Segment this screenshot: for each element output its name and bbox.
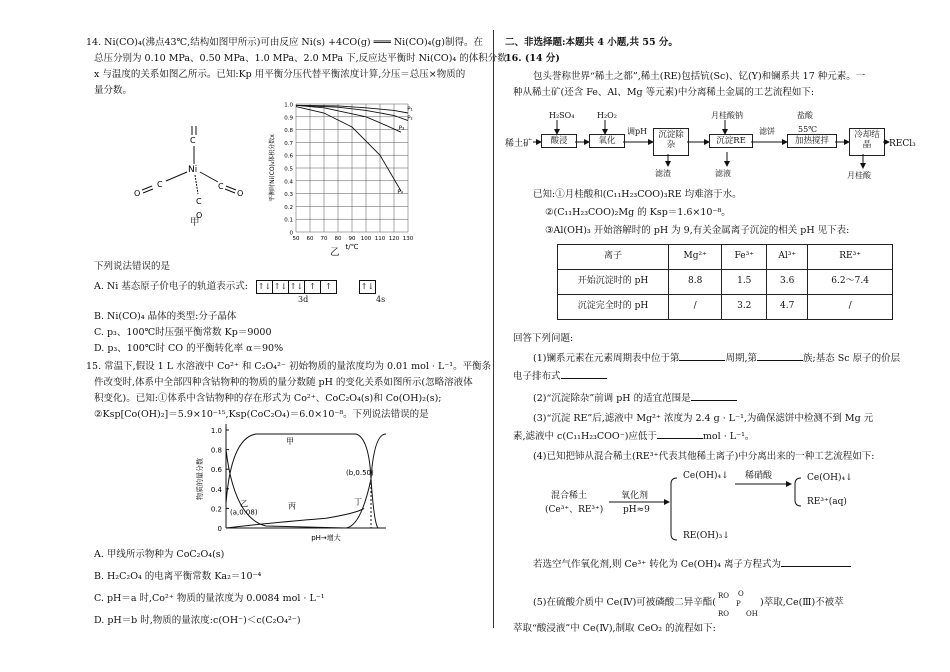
q16-known-1: 已知:①月桂酸和(C₁₁H₂₃COO)₃RE 均难溶于水。 [533,189,742,200]
orbital-diagram [256,280,376,294]
y-axis-label: 物质的量分数 [196,458,204,500]
y-tick-label: 0.2 [210,505,222,514]
x-tick-label: 130 [402,236,414,242]
q16-sub4-q-text: 若选空气作氧化剂,则 Ce³⁺ 转化为 Ce(OH)₄ 离子方程式为 [533,559,781,570]
q16-ion-ph-table [557,244,893,320]
mol-ro2: RO [717,610,729,618]
y-tick-label: 0 [289,230,293,237]
table-cell: Al³⁺ [767,245,808,270]
orbital-box: ↑↓ [273,280,289,294]
y-tick-label: 1.0 [284,102,293,109]
q16-sub3-unit: mol · L⁻¹。 [702,431,755,442]
q15-option-d: D. pH＝b 时,物质的量浓度:c(OH⁻)＜c(C₂O₄²⁻) [94,615,301,626]
q16-sub5-line2: 萃取“酸浸液”中 Ce(Ⅳ),制取 CeO₂ 的流程如下: [513,623,716,634]
q16-sub2 [533,392,737,406]
q14-option-a: A. Ni 基态原子价电子的轨道表示式: [94,281,248,292]
left-column [86,36,507,644]
q16-sub4-question [533,558,851,572]
orbital-box: ↑ [305,280,321,294]
q16-sub3-text: 素,滤液中 c(C₁₁H₂₃COO⁻)应低于 [513,431,657,442]
q14-intro-line2: 总压分别为 0.10 MPa、0.50 MPa、1.0 MPa、2.0 MPa 下,反应达平衡时 Ni(CO)₄ 的体积分数 [94,53,507,64]
q16-sub2-text: (2)“沉淀除杂”前调 pH 的适宜范围是 [533,393,691,404]
mol-oh: OH [745,610,758,618]
right-column [505,36,925,644]
answer-blank[interactable] [561,370,607,379]
section-2-heading: 二、非选择题:本题共 4 小题,共 55 分。 [505,37,678,48]
curve-label: P₃ [398,125,405,132]
q16-heading: 16. (14 分) [505,53,560,64]
q16-answer-intro: 回答下列问题: [513,333,574,344]
q16-cerium-flow [545,470,885,550]
flow-step-acid-leach: 酸浸 [541,134,577,148]
x-tick-label: 110 [374,236,386,242]
flow-recycle: 月桂酸 [847,171,871,180]
answer-blank[interactable] [757,352,803,361]
x-axis-label: pH→增大 [311,534,341,542]
q16-process-flow [505,108,925,198]
q15-option-c: C. pH＝a 时,Co²⁺ 物质的量浓度为 0.0084 mol · L⁻¹ [94,593,325,604]
flow-reagent-h2so4: H₂SO₄ [549,111,575,120]
q16-sub5-text1: (5)在硫酸介质中 Ce(Ⅳ)可被磷酸二异辛酯( [533,597,716,608]
table-cell: 开始沉淀时的 pH [558,270,669,295]
orbital-3d-label: 3d [298,295,309,304]
q15-species-fraction-chart [156,416,396,542]
table-cell: / [808,295,893,320]
answer-blank[interactable] [679,352,725,361]
ni-atom: Ni [188,165,198,175]
flow2-p2: RE(OH)₃↓ [683,531,730,541]
orbital-box: ↑ [321,280,337,294]
q16-intro-line1: 包头誉称世界“稀土之都”,稀土(RE)包括钪(Sc)、钇(Y)和镧系共 17 种元素。一 [533,71,866,82]
q15-option-b: B. H₂C₂O₄ 的电离平衡常数 Ka₂＝10⁻⁴ [94,571,262,582]
table-cell: Mg²⁺ [669,245,722,270]
flow2-p3: Ce(OH)₄↓ [807,473,853,483]
table-cell: 6.2～7.4 [808,270,893,295]
flow-step-oxidation: 氧化 [589,134,625,148]
x-tick-label: 50 [292,236,300,242]
flow2-acid: 稀硝酸 [745,471,773,481]
flow-filtrate: 滤液 [715,169,731,178]
y-tick-label: 0.3 [284,192,293,199]
flow-step-precip-re: 沉淀RE [709,134,753,148]
svg-text:C: C [218,182,224,191]
table-row [558,270,893,295]
label-yi: 乙 [240,499,248,509]
table-row [558,295,893,320]
q16-sub1 [533,352,900,366]
x-tick-label: 90 [348,236,356,242]
table-cell: Fe³⁺ [722,245,767,270]
mol-ro1: RO [717,592,729,600]
svg-text:O: O [196,211,203,220]
q16-known-3: ③Al(OH)₃ 开始溶解时的 pH 为 9,有关金属离子沉淀的相关 pH 见下表: [545,225,850,236]
y-tick-label: 0.7 [284,140,293,147]
mol-p: P [735,600,741,608]
table-cell: 4.7 [767,295,808,320]
point-a-label: (a,0.08) [230,508,258,517]
x-tick-label: 70 [320,236,328,242]
table-cell: 沉淀完全时的 pH [558,295,669,320]
answer-blank[interactable] [781,558,851,567]
column-divider [493,30,494,628]
orbital-4s-label: 4s [376,295,386,304]
q14-fig-b-label: 乙 [330,247,340,258]
flow-temp: 55℃ [798,125,818,134]
q16-intro-line2: 种从稀土矿(还含 Fe、Al、Mg 等元素)中分离稀土金属的工艺流程如下: [513,87,815,98]
x-tick-label: 120 [388,236,400,242]
answer-blank[interactable] [691,392,737,401]
svg-text:O: O [237,189,244,198]
q16-known-2: ②(C₁₁H₂₃COO)₂Mg 的 Ksp＝1.6×10⁻⁸。 [545,207,731,218]
y-tick-label: 0.8 [284,128,293,135]
q14-intro-line3: x 与温度的关系如图乙所示。已知:Kp 用平衡分压代替平衡浓度计算,分压＝总压×物质的 [94,69,466,80]
q14-option-d: D. p₃、100℃时 CO 的平衡转化率 α＝90% [94,343,284,354]
orbital-box-4s: ↑↓ [359,280,376,294]
flow2-arrows [545,470,885,550]
table-cell: / [669,295,722,320]
flow-arrows [505,108,925,188]
q14-option-c: C. p₃、100℃时压强平衡常数 Kp＝9000 [94,327,272,338]
q16-sub3-line2 [513,430,754,444]
flow-step-cool-crystal: 冷却结晶 [849,128,885,156]
label-jia: 甲 [286,437,294,446]
flow-filter-residue: 滤渣 [655,169,671,178]
y-tick-label: 1.0 [210,427,222,435]
q14-ni-co4-structure [134,126,248,230]
q14-equilibrium-chart [266,98,416,258]
curve-label: P₄ [397,189,403,196]
q14-fig-a-label: 甲 [190,217,200,228]
flow2-ph: pH≈9 [623,505,650,515]
flow-reagent-hcl: 盐酸 [797,111,813,120]
svg-text:C: C [196,197,202,206]
label-ding: 丁 [354,497,362,507]
table-header-row [558,245,893,270]
orbital-box: ↑↓ [256,280,273,294]
x-axis-label: t/℃ [345,243,359,251]
flow2-oxidant: 氧化剂 [621,491,649,501]
q16-sub1-part4: 电子排布式 [513,371,561,382]
q15-intro-line1: 15. 常温下,假设 1 L 水溶液中 Co²⁺ 和 C₂O₄²⁻ 初始物质的量浓度均为 0.01 mol · L⁻¹。平衡条 [86,361,492,372]
table-cell: 3.2 [722,295,767,320]
mol-o: O [737,590,744,598]
svg-text:O: O [134,189,141,198]
y-tick-label: 0.8 [210,446,222,455]
q16-sub4: (4)已知把铈从混合稀土(RE³⁺代表其他稀土离子)中分离出来的一种工艺流程如下: [533,451,875,462]
flow-filtercake: 滤饼 [759,127,775,136]
q15-intro-line2: 件改变时,体系中全部四种含钴物种的物质的量分数随 pH 的变化关系如图所示(忽略溶液体 [94,377,473,388]
svg-text:C: C [190,136,196,145]
q15-intro-line3: 积变化)。已知:①体系中含钴物种的存在形式为 Co²⁺、CoC₂O₄(s)和 Co(OH)₂(s); [94,393,442,404]
flow2-p4: RE³⁺(aq) [807,497,847,507]
y-tick-label: 0.1 [284,217,293,224]
y-tick-label: 0.6 [210,466,222,475]
q15-intro-line4: ②Ksp[Co(OH)₂]＝5.9×10⁻¹⁵,Ksp(CoC₂O₄)＝6.0×10⁻⁸。下列说法错误的是 [94,409,429,420]
flow2-mix: 混合稀土 [551,491,588,501]
point-b-label: (b,0.50) [346,469,374,478]
flow-product: RECl₃ [889,139,916,149]
x-tick-label: 100 [360,236,372,242]
q14-ask: 下列说法错误的是 [94,261,171,272]
y-tick-label: 0.4 [284,179,293,186]
y-tick-label: 0.5 [284,166,293,173]
flow-step-heat-stir: 加热搅拌 [787,134,837,148]
table-cell: 8.8 [669,270,722,295]
flow-step-precip-impurity: 沉淀除杂 [653,128,689,156]
flow2-mix-ions: (Ce³⁺、RE³⁺) [545,505,604,515]
q14-option-b: B. Ni(CO)₄ 晶体的类型:分子晶体 [94,311,237,322]
y-tick-label: 0.2 [284,204,293,211]
q16-sub5-line1 [533,590,844,618]
table-cell: 离子 [558,245,669,270]
curve-ding [346,434,386,528]
x-tick-label: 60 [306,236,314,242]
q15-option-a: A. 甲线所示物种为 CoC₂O₄(s) [94,549,225,560]
q16-sub5-text2: )萃取,Ce(Ⅲ)不被萃 [759,597,844,608]
y-tick-label: 0 [217,525,222,533]
flow2-p1: Ce(OH)₄↓ [683,471,729,481]
q14-intro-line1: 14. Ni(CO)₄(沸点43℃,结构如图甲所示)可由反应 Ni(s) +4CO(g) ═══ Ni(CO)₄(g)制得。在 [86,37,483,48]
x-tick-label: 80 [334,236,342,242]
q16-sub1-part1: (1)镧系元素在元素周期表中位于第 [533,353,680,364]
flow-reagent-acid: 月桂酸钠 [711,111,743,120]
y-tick-label: 0.4 [210,485,222,494]
table-cell: 1.5 [722,270,767,295]
q16-sub1-part2: 周期,第 [725,353,757,364]
table-cell: 3.6 [767,270,808,295]
y-axis-label: 平衡时Ni(CO)₄体积分数x [269,134,276,202]
flow-start: 稀土矿 [505,139,533,149]
q16-sub1-cont [513,370,607,384]
svg-text:C: C [157,180,163,189]
orbital-box: ↑↓ [289,280,305,294]
curve-4 [296,107,401,191]
q14-intro-line4: 量分数。 [94,85,133,96]
flow-reagent-ph: 调pH [627,127,648,136]
label-bing: 丙 [288,501,296,511]
table-cell: RE³⁺ [808,245,893,270]
flow-reagent-h2o2: H₂O₂ [597,111,617,120]
curve-label: P₂ [407,115,413,122]
q16-sub3-line1: (3)“沉淀 RE”后,滤液中 Mg²⁺ 浓度为 2.4 g · L⁻¹,为确保滤饼中检测不到 Mg 元 [533,413,874,424]
answer-blank[interactable] [657,430,703,439]
y-tick-label: 0.6 [284,153,293,160]
y-tick-label: 0.9 [284,115,293,122]
q16-sub1-part3: 族;基态 Sc 原子的价层 [803,353,901,364]
curve-label: P₁ [407,106,413,113]
